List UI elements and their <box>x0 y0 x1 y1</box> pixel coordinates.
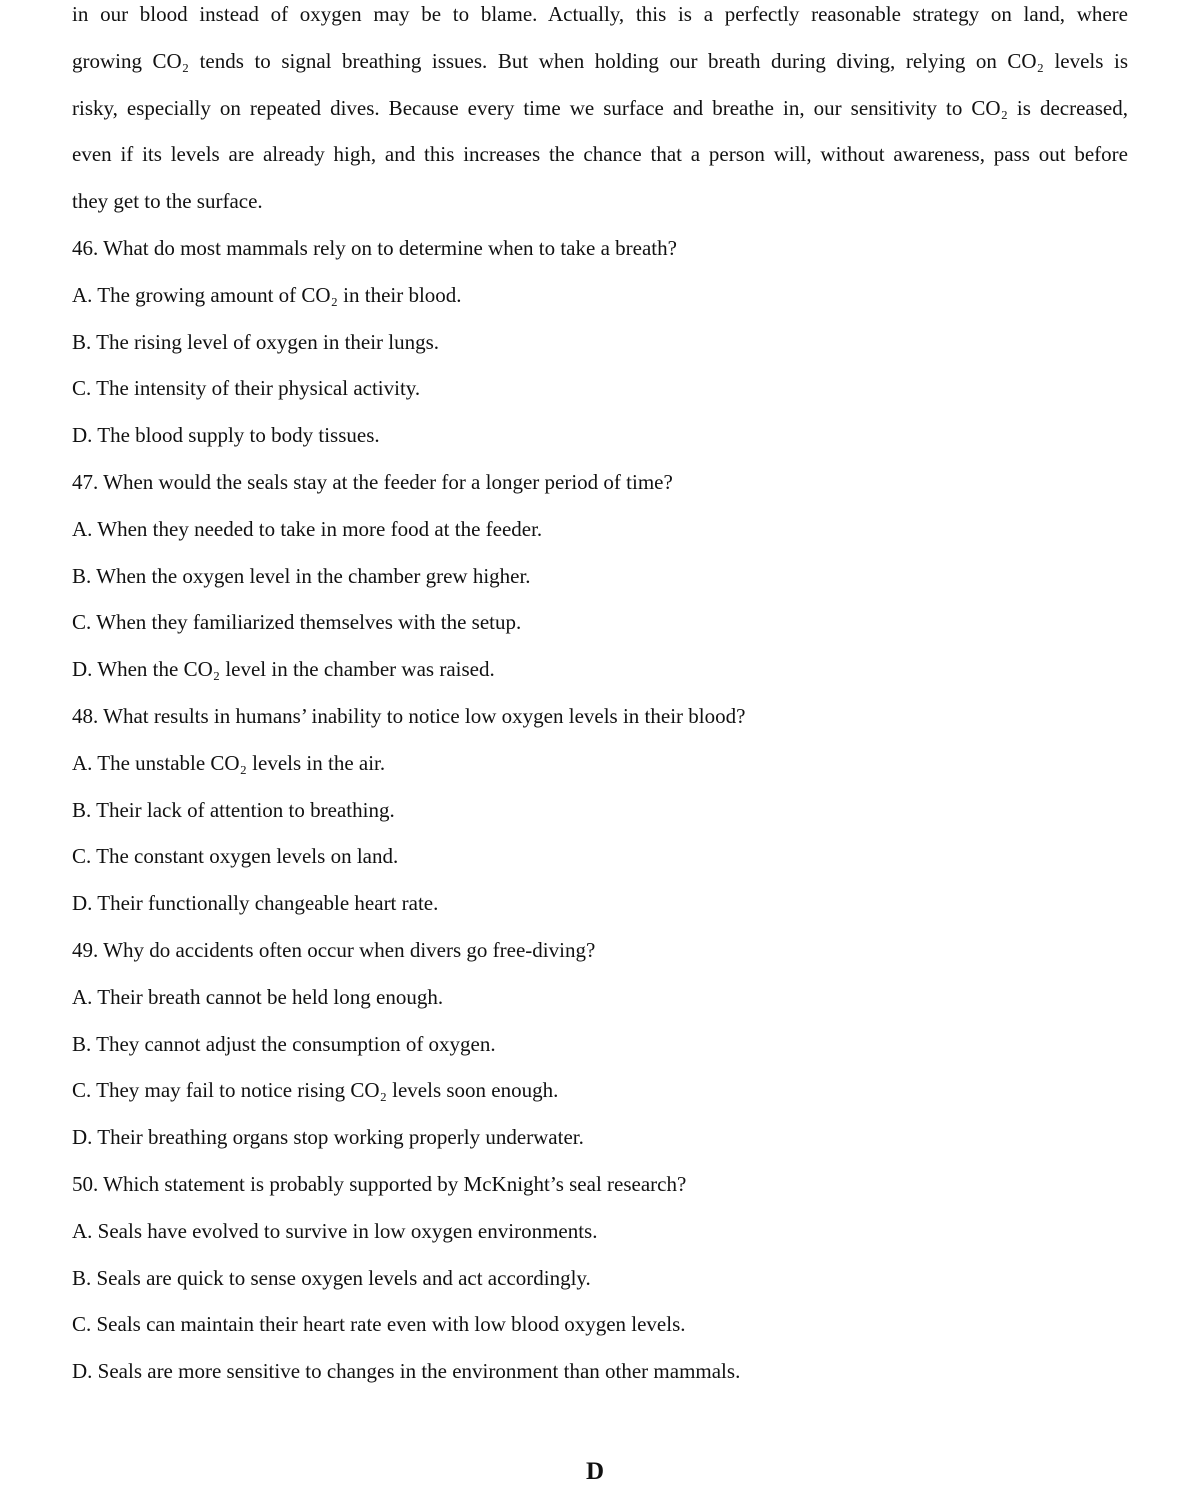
answer-option: D. Their functionally changeable heart rate. <box>72 891 439 916</box>
answer-option: B. The rising level of oxygen in their lungs. <box>72 329 440 354</box>
question-48 <box>72 693 1128 927</box>
answer-option: D. Seals are more sensitive to changes in the environment than other mammals. <box>72 1359 741 1384</box>
passage-end <box>72 0 1128 225</box>
question-47 <box>72 459 1128 693</box>
passage-line: growing CO₂ tends to signal breathing issues. But when holding our breath during diving, relying on CO₂ levels is <box>72 48 1128 73</box>
question-49 <box>72 927 1128 1161</box>
document-page <box>72 0 1128 1395</box>
answer-option: A. Seals have evolved to survive in low oxygen environments. <box>72 1218 598 1243</box>
answer-option: B. They cannot adjust the consumption of oxygen. <box>72 1031 496 1056</box>
question-stem: 49. Why do accidents often occur when divers go free-diving? <box>72 937 596 962</box>
question-50 <box>72 1161 1128 1395</box>
answer-option: B. Their lack of attention to breathing. <box>72 797 395 822</box>
passage-line: even if its levels are already high, and this increases the chance that a person will, without awareness, pass out before <box>72 142 1128 167</box>
answer-option: B. When the oxygen level in the chamber grew higher. <box>72 563 531 588</box>
passage-line: risky, especially on repeated dives. Because every time we surface and breathe in, our sensitivity to CO₂ is decreased, <box>72 95 1128 120</box>
answer-option: A. When they needed to take in more food at the feeder. <box>72 516 543 541</box>
answer-option: D. The blood supply to body tissues. <box>72 423 380 448</box>
question-stem: 50. Which statement is probably supported by McKnight’s seal research? <box>72 1171 687 1196</box>
question-stem: 46. What do most mammals rely on to determine when to take a breath? <box>72 235 677 260</box>
question-46 <box>72 225 1128 459</box>
answer-option: A. The growing amount of CO₂ in their blood. <box>72 282 462 307</box>
answer-option: A. Their breath cannot be held long enough. <box>72 984 444 1009</box>
answer-option: D. Their breathing organs stop working properly underwater. <box>72 1125 584 1150</box>
answer-option: C. When they familiarized themselves with the setup. <box>72 610 522 635</box>
answer-option: C. They may fail to notice rising CO₂ levels soon enough. <box>72 1078 559 1103</box>
answer-option: A. The unstable CO₂ levels in the air. <box>72 750 386 775</box>
passage-line: they get to the surface. <box>72 189 263 214</box>
answer-option: D. When the CO₂ level in the chamber was raised. <box>72 657 495 682</box>
question-stem: 48. What results in humans’ inability to notice low oxygen levels in their blood? <box>72 703 746 728</box>
answer-option: C. The intensity of their physical activity. <box>72 376 421 401</box>
answer-option: C. Seals can maintain their heart rate even with low blood oxygen levels. <box>72 1312 686 1337</box>
question-stem: 47. When would the seals stay at the feeder for a longer period of time? <box>72 469 673 494</box>
answer-option: B. Seals are quick to sense oxygen levels and act accordingly. <box>72 1265 591 1290</box>
passage-line: in our blood instead of oxygen may be to blame. Actually, this is a perfectly reasonable strategy on land, where <box>72 2 1128 26</box>
answer-option: C. The constant oxygen levels on land. <box>72 844 399 869</box>
section-heading: D <box>585 1458 605 1485</box>
